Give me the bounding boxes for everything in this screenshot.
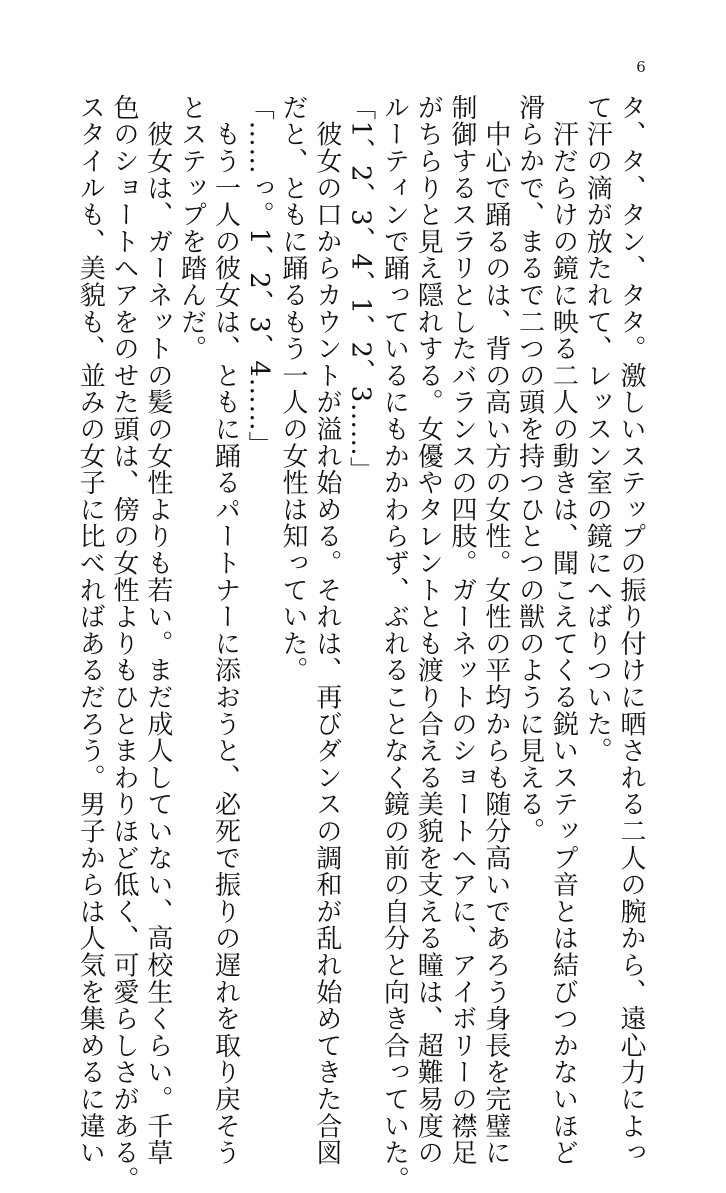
text-line: 汗だらけの鏡に映る二人の動きは、聞こえてくる鋭いステップ音とは結びつかないほど [548, 94, 579, 1166]
text-line: 「……っ。1、2、3、4……」 [244, 94, 275, 459]
text-line: 色のショートヘアをのせた頭は、傍の女性よりもひとまわりほど低く、可愛らしさがある。 [109, 94, 140, 1193]
text-line: 制御するスラリとしたバランスの四肢。ガーネットのショートヘアに、アイボリーの襟足 [447, 94, 478, 1166]
vertical-text-body [75, 94, 647, 1193]
text-line: とステップを踏んだ。 [176, 94, 207, 362]
text-line: ルーティンで踊っているにもかかわらず、ぶれることなく鏡の前の自分と向き合っていた。 [379, 94, 410, 1193]
text-line: がちらりと見え隠れする。女優やタレントとも渡り合える美貌を支える瞳は、超難易度の [413, 94, 444, 1166]
text-line: 彼女は、ガーネットの髪の女性よりも若い。まだ成人していない、高校生くらい。千草 [142, 94, 173, 1166]
text-line: もう一人の彼女は、ともに踊るパートナーに添おうと、必死で振りの遅れを取り戻そう [210, 94, 241, 1166]
text-line: スタイルも、美貌も、並みの女子に比べればあるだろう。男子からは人気を集めるに違い [75, 94, 106, 1166]
text-line: 中心で踊るのは、背の高い方の女性。女性の平均からも随分高いであろう身長を完璧に [480, 94, 511, 1166]
text-line: て汗の滴が放たれて、レッスン室の鏡にへばりついた。 [582, 94, 613, 764]
text-line: 彼女の口からカウントが溢れ始める。それは、再びダンスの調和が乱れ始めてきた合図 [311, 94, 342, 1166]
text-line: だと、ともに踊るもう一人の女性は知っていた。 [278, 94, 309, 684]
page-number: 6 [636, 58, 646, 76]
text-line: 「1、2、3、4、1、2、3……」 [345, 94, 376, 484]
text-line: タ、タ、タン、タタ。激しいステップの振り付けに晒される二人の腕から、遠心力によっ [616, 94, 646, 1166]
text-line: 滑らかで、まるで二つの頭を持つひとつの獣のように見える。 [514, 94, 545, 845]
